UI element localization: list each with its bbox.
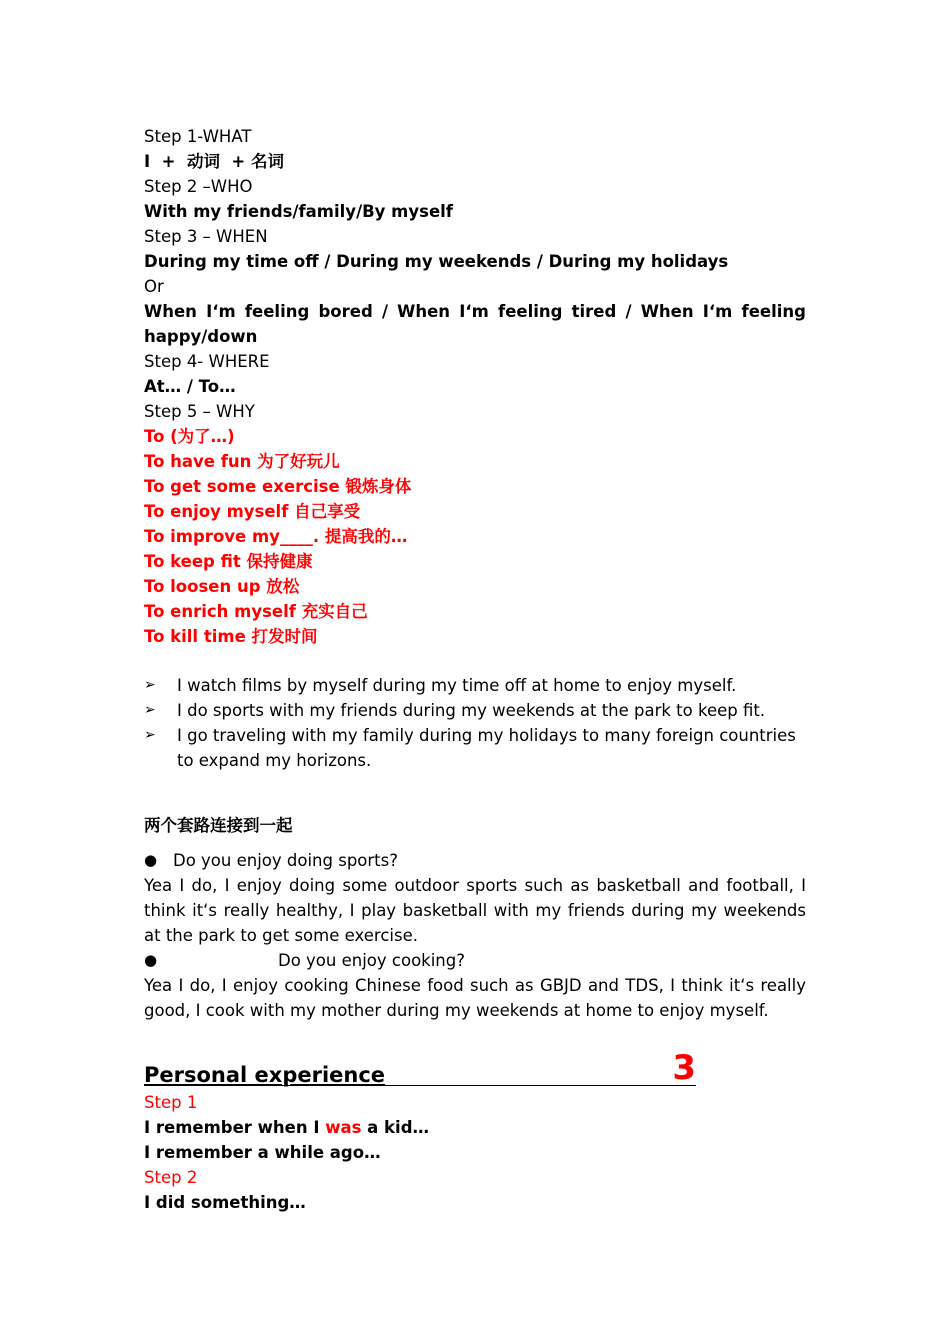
why-reason: To (为了…): [144, 427, 235, 446]
step2-text: With my friends/family/By myself: [144, 202, 453, 221]
why-reason: To keep fit 保持健康: [144, 552, 313, 571]
question-item: [144, 948, 806, 973]
spacer: [144, 838, 806, 848]
document-body: [144, 124, 806, 1215]
arrow-bullet-icon: ➢: [144, 677, 156, 693]
spacer: [144, 773, 806, 813]
answer-text: Yea I do, I enjoy cooking Chinese food such as GBJD and TDS, I think it‘s really good, I cook with my mother during my weekends at home to enjoy myself.: [144, 976, 806, 1020]
step3-text: During my time off / During my weekends / During my holidays: [144, 252, 729, 271]
example-text: I watch films by myself during my time off at home to enjoy myself.: [177, 676, 737, 695]
step3-label: Step 3 – WHEN: [144, 227, 268, 246]
or-label: Or: [144, 277, 164, 296]
step1-label: Step 1-WHAT: [144, 127, 252, 146]
question-text: Do you enjoy doing sports?: [173, 851, 399, 870]
example-item: [144, 698, 806, 723]
step4-text: At… / To…: [144, 377, 236, 396]
step5-label: Step 5 – WHY: [144, 402, 255, 421]
section-heading: [144, 1049, 696, 1086]
remember-while-ago: I remember a while ago…: [144, 1143, 381, 1162]
personal-step1-label: Step 1: [144, 1093, 198, 1112]
question-text: Do you enjoy cooking?: [278, 951, 465, 970]
step2-label: Step 2 –WHO: [144, 177, 253, 196]
why-reason: To have fun 为了好玩儿: [144, 452, 340, 471]
section-title: Personal experience: [144, 1063, 386, 1087]
step4-label: Step 4- WHERE: [144, 352, 270, 371]
round-bullet-icon: ●: [144, 951, 158, 969]
arrow-bullet-icon: ➢: [144, 702, 156, 718]
personal-step2-label: Step 2: [144, 1168, 198, 1187]
example-item: [144, 673, 806, 698]
why-reason: To loosen up 放松: [144, 577, 300, 596]
round-bullet-icon: ●: [144, 851, 158, 869]
remember-when-kid: [144, 1115, 806, 1140]
section-number: 3: [672, 1048, 696, 1088]
why-reason: To enrich myself 充实自己: [144, 602, 368, 621]
why-reason: To enjoy myself 自己享受: [144, 502, 361, 521]
remember-was: was: [325, 1118, 362, 1137]
question-item: [144, 848, 806, 873]
combine-heading: 两个套路连接到一起: [144, 816, 293, 835]
why-reason: To kill time 打发时间: [144, 627, 318, 646]
spacer: [144, 649, 806, 673]
example-item: [144, 723, 806, 773]
answer-text: Yea I do, I enjoy doing some outdoor sports such as basketball and football, I think it‘s really healthy, I play basketball with my friends during my weekends at the park to get some exercise.: [144, 876, 806, 945]
remember-text: a kid…: [361, 1118, 430, 1137]
why-reason: To improve my____. 提高我的…: [144, 527, 408, 546]
why-reason: To get some exercise 锻炼身体: [144, 477, 412, 496]
example-text: I do sports with my friends during my weekends at the park to keep fit.: [177, 701, 766, 720]
step3-alt-text: When I‘m feeling bored / When I‘m feeling tired / When I‘m feeling happy/down: [144, 302, 806, 346]
example-text: I go traveling with my family during my holidays to many foreign countries to expand my horizons.: [177, 726, 796, 770]
arrow-bullet-icon: ➢: [144, 727, 156, 743]
step1-formula: I + 动词 + 名词: [144, 152, 285, 171]
did-something: I did something…: [144, 1193, 306, 1212]
remember-text: I remember when I: [144, 1118, 326, 1137]
